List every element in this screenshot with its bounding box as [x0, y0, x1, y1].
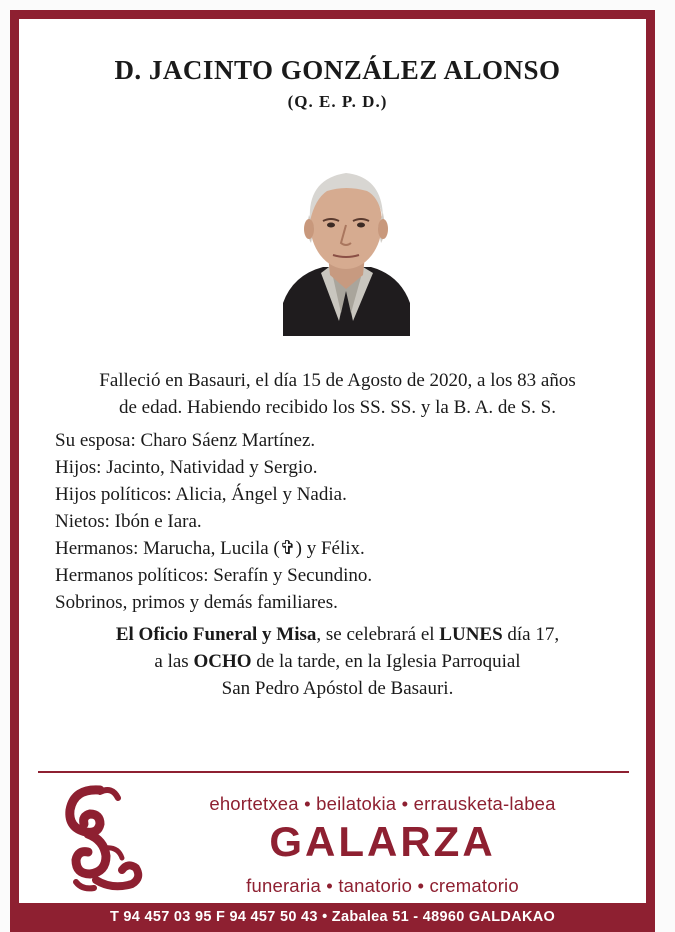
- contact-footer: [10, 903, 655, 932]
- funeral-day: LUNES: [439, 624, 503, 645]
- announcement-line: de edad. Habiendo recibido los SS. SS. y la B. A. de S. S.: [119, 397, 556, 418]
- funeral-hour: OCHO: [193, 651, 252, 672]
- funeral-line: [30, 648, 645, 675]
- family-line: Nietos: Ibón e Iara.: [55, 511, 202, 532]
- company-brand: GALARZA: [269, 818, 496, 865]
- galarza-logo-icon: [60, 784, 144, 896]
- rip-abbreviation: (Q. E. P. D.): [287, 92, 388, 111]
- funeral-line: San Pedro Apóstol de Basauri.: [221, 678, 454, 699]
- divider: [38, 771, 629, 773]
- contact-info: T 94 457 03 95 F 94 457 50 43 • Zabalea 51 - 48960 GALDAKAO: [109, 909, 556, 925]
- portrait-image: [283, 163, 410, 336]
- company-tagline-basque: ehortetxea • beilatokia • errausketa-labea: [209, 793, 556, 814]
- funeral-text: a las: [154, 651, 194, 672]
- funeral-details: [30, 621, 645, 702]
- death-announcement: [40, 367, 635, 421]
- deceased-name: D. JACINTO GONZÁLEZ ALONSO: [114, 55, 561, 85]
- funeral-text: de la tarde, en la Iglesia Parroquial: [251, 651, 521, 672]
- family-line: Hijos políticos: Alicia, Ángel y Nadia.: [55, 484, 347, 505]
- company-tagline-spanish: funeraria • tanatorio • crematorio: [246, 875, 519, 896]
- family-line: Hermanos: Marucha, Lucila (✞) y Félix.: [55, 538, 365, 559]
- funeral-text: , se celebrará el: [316, 624, 440, 645]
- family-line: Hijos: Jacinto, Natividad y Sergio.: [55, 457, 318, 478]
- family-list: [55, 427, 615, 616]
- family-line: Hermanos políticos: Serafín y Secundino.: [55, 565, 373, 586]
- family-line: Su esposa: Charo Sáenz Martínez.: [55, 430, 316, 451]
- family-line: Sobrinos, primos y demás familiares.: [55, 592, 338, 613]
- funeral-line: [30, 621, 645, 648]
- funeral-service-label: El Oficio Funeral y Misa: [115, 624, 317, 645]
- funeral-text: día 17,: [502, 624, 560, 645]
- announcement-line: Falleció en Basauri, el día 15 de Agosto de 2020, a los 83 años: [99, 370, 576, 391]
- portrait-photo: [283, 163, 410, 336]
